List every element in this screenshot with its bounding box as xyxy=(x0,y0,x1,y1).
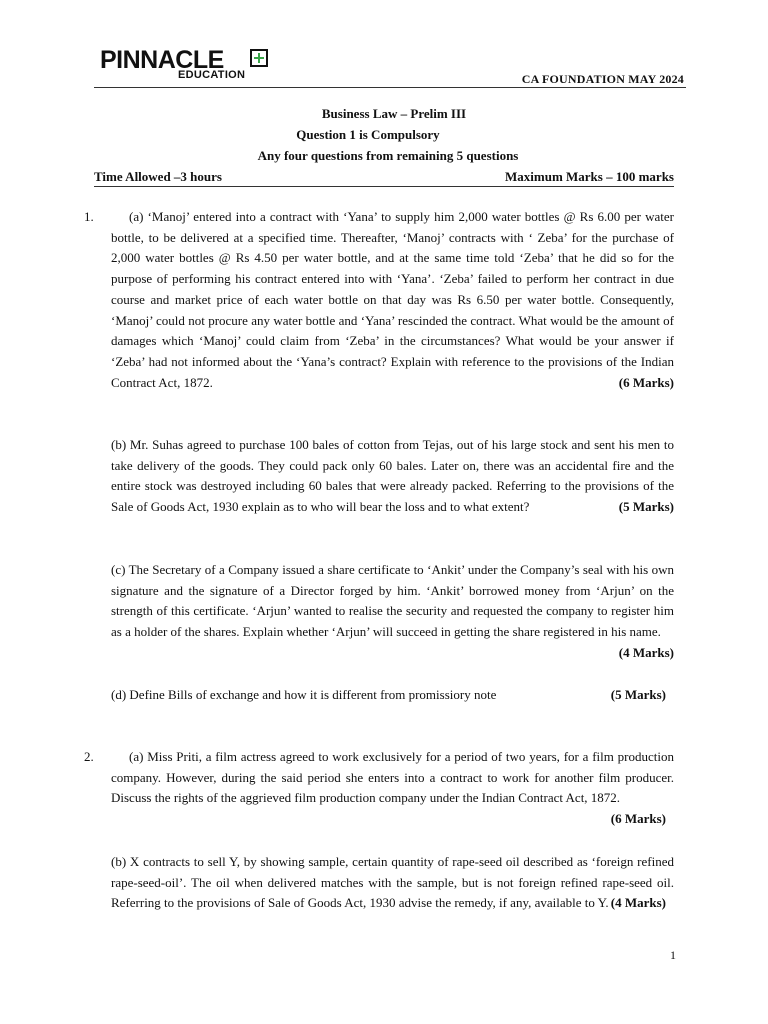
question-1d-marks: (5 Marks) xyxy=(610,687,666,702)
question-2a xyxy=(111,747,674,830)
time-marks-bar xyxy=(94,169,674,187)
exam-name: CA FOUNDATION MAY 2024 xyxy=(521,72,684,86)
question-1c-text: (c) The Secretary of a Company issued a share certificate to ‘Ankit’ under the Company’s seal with his own signature and the signature of a Director forged by him. ‘Ankit’ borrowed money from ‘Arjun’ on the strength of this certificate. ‘Arjun’ wanted to realise the security and requested the company to register him as a holder of the shares. Explain whether ‘Arjun’ will succeed in getting the share registered in his name. xyxy=(111,562,674,640)
question-1a-text: (a) ‘Manoj’ entered into a contract with ‘Yana’ to supply him 2,000 water bottles @ Rs 6.00 per water bottle, to be delivered at a specified time. Thereafter, ‘Manoj’ contracts with ‘ Zeba’ for the purchase of 2,000 water bottles @ Rs 4.50 per water bottle, and at the same time told ‘Zeba’ that he did so for the purpose of performing his contract entered into with ‘Yana’. ‘Zeba’ failed to perform her contract in due course and market price of each water bottle on that day was Rs 6.50 per water bottle. Consequently, ‘Manoj’ could not procure any water bottle and ‘Yana’ rescinded the contract. What would be the amount of damages which ‘Manoj’ could claim from ‘Zeba’ in the circumstances? What would be your answer if ‘Zeba’ had not informed about the ‘Yana’s contract? Explain with reference to the provisions of the Indian Contract Act, 1872. xyxy=(111,209,674,390)
question-1b-text: (b) Mr. Suhas agreed to purchase 100 bales of cotton from Tejas, out of his large stock and sent his men to take delivery of the goods. They could pack only 60 bales. Later on, there was an accidental fire and the entire stock was destroyed including 60 bales that were already packed. Referring to the provisions of the Sale of Goods Act, 1930 explain as to who will bear the loss and to what extent? xyxy=(111,437,674,515)
question-2a-text: (a) Miss Priti, a film actress agreed to work exclusively for a period of two years, for a film production company. However, during the said period she enters into a contract to work for another film producer. Discuss the rights of the aggrieved film production company under the Indian Contract Act, 1872. xyxy=(111,749,674,806)
logo-wordmark: PINNACLE xyxy=(100,46,224,74)
question-1b xyxy=(111,435,674,518)
question-1b-marks: (5 Marks) xyxy=(618,499,674,515)
paper-title: Business Law – Prelim III xyxy=(321,106,467,121)
question-1c-marks: (4 Marks) xyxy=(618,644,674,660)
question-2b-text: (b) X contracts to sell Y, by showing sample, certain quantity of rape-seed oil described as ‘foreign refined rape-seed-oil’. The oil when delivered matches with the sample, but is not foreign refined rape-seed oil. Referring to the provisions of Sale of Goods Act, 1930 advise the remedy, if any, available to Y. xyxy=(111,854,674,911)
question-number-2: 2. xyxy=(84,749,94,764)
question-2b-marks: (4 Marks) xyxy=(610,895,666,911)
pinnacle-logo xyxy=(100,47,270,83)
question-number-1: 1. xyxy=(84,209,94,224)
question-1c xyxy=(111,560,674,664)
plus-icon xyxy=(250,49,268,67)
maximum-marks: Maximum Marks – 100 marks xyxy=(505,169,674,184)
question-1a xyxy=(111,207,674,393)
question-1a-marks: (6 Marks) xyxy=(618,374,674,390)
question-2a-marks: (6 Marks) xyxy=(610,811,666,827)
instructions: Any four questions from remaining 5 questions xyxy=(257,148,519,163)
logo-subtitle: EDUCATION xyxy=(178,69,246,81)
compulsory-note: Question 1 is Compulsory xyxy=(296,127,440,142)
page-number: 1 xyxy=(670,948,676,962)
question-1d-text: (d) Define Bills of exchange and how it is different from promissiory note xyxy=(111,687,497,702)
time-allowed: Time Allowed –3 hours xyxy=(94,169,222,184)
question-2b xyxy=(111,852,674,914)
question-1d xyxy=(111,685,666,706)
header-divider xyxy=(94,87,686,88)
